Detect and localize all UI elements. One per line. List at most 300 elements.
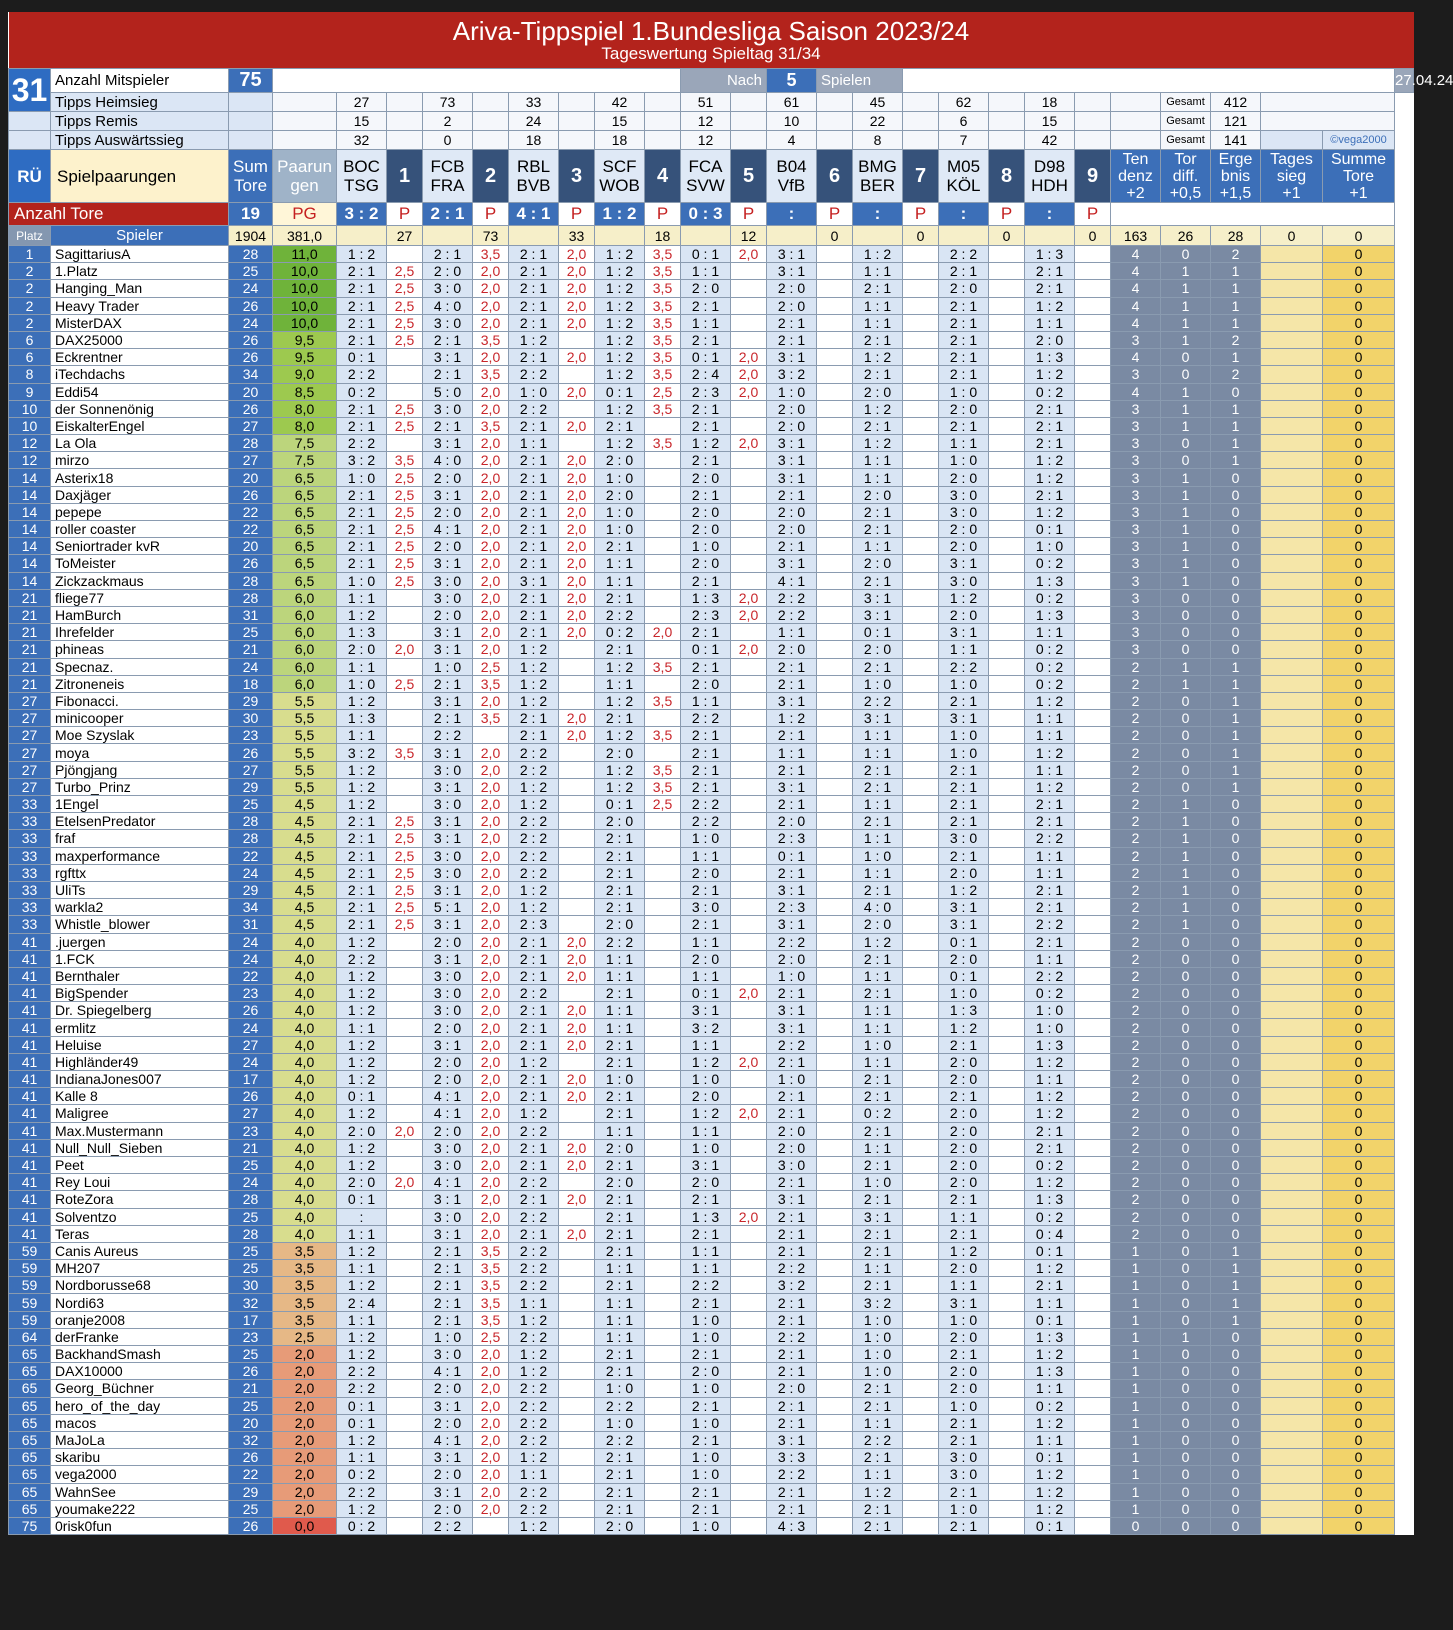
tip-points [903,675,939,692]
tip-score: 3 : 1 [681,1002,731,1019]
player-row [9,417,1414,434]
tip-points [989,1466,1025,1483]
tip-score: 2 : 1 [595,1088,645,1105]
tip-points [645,555,681,572]
tip-score: 2 : 2 [509,1414,559,1431]
tip-score: 2 : 1 [681,727,731,744]
tordiff-value: 1 [1161,297,1211,314]
column-header-row [9,150,1414,203]
player-row [9,1036,1414,1053]
tip-score: 2 : 0 [767,813,817,830]
tip-score: 2 : 1 [681,761,731,778]
tip-score: 2 : 1 [853,1122,903,1139]
blank-cell [903,112,939,131]
tip-points [731,624,767,641]
tip-score: 1 : 1 [337,1449,387,1466]
tip-points [473,1517,509,1534]
tip-points [387,1139,423,1156]
tip-points [989,847,1025,864]
player-row [9,1105,1414,1122]
tip-points [559,1122,595,1139]
player-pg: 6,5 [273,538,337,555]
tip-score: 2 : 2 [337,950,387,967]
tip-points: 2,0 [559,950,595,967]
blank-cell [423,226,473,246]
summe-value: 0 [1323,1328,1395,1345]
tip-points [989,1294,1025,1311]
tip-points: 3,5 [473,1294,509,1311]
tip-points: 3,5 [645,246,681,263]
player-pg: 10,0 [273,263,337,280]
tip-score: 1 : 0 [767,383,817,400]
tip-score: 0 : 1 [595,796,645,813]
tip-score: 0 : 1 [337,1088,387,1105]
tip-points [731,263,767,280]
ergebnis-total: 28 [1211,226,1261,246]
tip-points [731,1397,767,1414]
player-sum-tore: 23 [229,1122,273,1139]
ergebnis-value: 1 [1211,778,1261,795]
tip-score: 2 : 0 [939,1053,989,1070]
tip-score: 3 : 0 [423,1208,473,1225]
tagessieg-value [1261,1483,1323,1500]
tip-points [1075,1105,1111,1122]
blank-cell [1075,93,1111,112]
header-line: Tages [1270,150,1313,168]
tip-points [731,1088,767,1105]
tip-score: 2 : 1 [595,538,645,555]
summe-value: 0 [1323,486,1395,503]
tip-score: 1 : 2 [681,1105,731,1122]
player-row [9,916,1414,933]
tip-score: 3 : 1 [767,778,817,795]
tip-score: 1 : 2 [595,692,645,709]
tip-points [731,727,767,744]
tip-points [731,1156,767,1173]
ergebnis-value: 1 [1211,675,1261,692]
tip-points [645,1294,681,1311]
tip-score: 1 : 2 [1025,469,1075,486]
blank-cell [1261,131,1323,150]
blank-cell [681,226,731,246]
tordiff-value: 0 [1161,366,1211,383]
tip-points [1075,830,1111,847]
tip-points [1075,1191,1111,1208]
tip-score: 2 : 0 [681,950,731,967]
tip-points [645,521,681,538]
tendenz-value: 3 [1111,606,1161,623]
tip-points [989,1156,1025,1173]
blank-cell [989,112,1025,131]
player-pg: 2,0 [273,1449,337,1466]
tip-points [559,1414,595,1431]
tip-points: 2,0 [473,985,509,1002]
tip-score: 1 : 0 [681,1466,731,1483]
tip-score: 3 : 1 [423,1225,473,1242]
tendenz-value: 2 [1111,1071,1161,1088]
tip-score: 2 : 2 [509,1483,559,1500]
tip-score: 1 : 1 [681,933,731,950]
tip-score: 2 : 1 [595,1500,645,1517]
tip-points [645,1208,681,1225]
tip-points [731,1036,767,1053]
game-points-total: 33 [559,226,595,246]
player-pg: 3,5 [273,1242,337,1259]
player-pg: 3,5 [273,1294,337,1311]
summe-value: 0 [1323,1431,1395,1448]
tip-points: 2,0 [473,1346,509,1363]
tip-points [559,1053,595,1070]
blank-cell [1261,93,1395,112]
home-team: FCB [430,157,465,176]
tip-score: 1 : 2 [1025,1053,1075,1070]
tip-score: 2 : 1 [767,1088,817,1105]
tip-score: 2 : 1 [767,538,817,555]
tip-score: 2 : 2 [509,813,559,830]
tip-score: 2 : 1 [509,624,559,641]
tip-points [645,1431,681,1448]
ergebnis-value: 1 [1211,692,1261,709]
tip-points [731,675,767,692]
tip-points [731,1139,767,1156]
tip-points: 2,0 [473,521,509,538]
player-row [9,1414,1414,1431]
ergebnis-value: 0 [1211,383,1261,400]
player-pg: 4,0 [273,967,337,984]
player-rank: 21 [9,606,51,623]
tip-points [1075,280,1111,297]
tip-points [903,744,939,761]
tagessieg-value [1261,521,1323,538]
tip-score: 0 : 2 [1025,1156,1075,1173]
tip-points [903,813,939,830]
blank-cell [903,131,939,150]
tip-points [903,349,939,366]
tip-points: 2,0 [473,899,509,916]
tip-points [817,555,853,572]
tip-points [1075,572,1111,589]
tip-points [1075,1053,1111,1070]
player-rank: 65 [9,1380,51,1397]
gesamt-label: Gesamt [1161,131,1211,150]
player-row [9,383,1414,400]
tip-score: 2 : 2 [853,692,903,709]
tip-points: 2,5 [645,383,681,400]
tip-points [731,1500,767,1517]
tip-points [559,881,595,898]
tip-score: 2 : 1 [767,1483,817,1500]
tip-score: 2 : 1 [939,1225,989,1242]
tip-score: 2 : 0 [595,916,645,933]
player-row [9,658,1414,675]
tendenz-value: 2 [1111,1053,1161,1070]
summe-value: 0 [1323,624,1395,641]
tip-score: 0 : 1 [337,1414,387,1431]
tip-points [817,916,853,933]
tip-points [989,933,1025,950]
tordiff-value: 1 [1161,881,1211,898]
tip-points [903,916,939,933]
player-rank: 33 [9,813,51,830]
player-rank: 65 [9,1500,51,1517]
tip-score: 1 : 2 [595,366,645,383]
tip-score: 2 : 1 [423,1260,473,1277]
tip-points [731,1449,767,1466]
summe-total: 0 [1323,226,1395,246]
tordiff-value: 0 [1161,744,1211,761]
header-line: bnis [1220,167,1251,185]
tip-points: 2,5 [645,796,681,813]
tip-points: 2,0 [473,830,509,847]
result-score: : [939,203,989,226]
tip-score: 2 : 1 [681,400,731,417]
tendenz-value: 2 [1111,761,1161,778]
blank-cell [645,131,681,150]
tip-points: 2,0 [473,349,509,366]
tendenz-value: 1 [1111,1260,1161,1277]
tip-points [989,331,1025,348]
tip-score: 2 : 1 [595,1036,645,1053]
tip-score: 0 : 2 [1025,658,1075,675]
tip-points [989,1208,1025,1225]
tip-score: 2 : 1 [595,1053,645,1070]
tip-points [1075,1517,1111,1534]
tip-points [817,1139,853,1156]
tip-score: 2 : 1 [509,503,559,520]
tip-points [1075,864,1111,881]
tordiff-value: 0 [1161,1053,1211,1070]
player-row [9,1363,1414,1380]
tagessieg-value [1261,778,1323,795]
tagessieg-value [1261,349,1323,366]
tip-points [731,778,767,795]
tip-score: 1 : 1 [337,1019,387,1036]
ergebnis-value: 0 [1211,1397,1261,1414]
tip-points: 2,0 [559,1225,595,1242]
tendenz-value: 3 [1111,400,1161,417]
player-pg: 4,0 [273,1122,337,1139]
tip-score: 0 : 1 [767,847,817,864]
ergebnis-value: 1 [1211,349,1261,366]
tip-points [817,1174,853,1191]
tip-score: 1 : 3 [1025,349,1075,366]
home-team: D98 [1033,157,1066,176]
blank-cell [1261,112,1395,131]
tordiff-value: 0 [1161,1105,1211,1122]
tordiff-value: 1 [1161,400,1211,417]
player-row [9,263,1414,280]
tip-score: 1 : 2 [337,778,387,795]
tip-score: 2 : 1 [681,297,731,314]
tip-score: 1 : 2 [337,1277,387,1294]
tip-score: 2 : 1 [853,521,903,538]
tendenz-value: 2 [1111,1002,1161,1019]
tordiff-value: 1 [1161,658,1211,675]
tendenz-value: 1 [1111,1346,1161,1363]
player-rank: 41 [9,1156,51,1173]
ergebnis-value: 0 [1211,830,1261,847]
tip-score: 1 : 0 [337,572,387,589]
tip-points [645,1156,681,1173]
tip-points [817,1036,853,1053]
tip-points [645,452,681,469]
tip-points [1075,366,1111,383]
player-sum-tore: 25 [229,1260,273,1277]
player-pg: 6,5 [273,555,337,572]
tagessieg-total: 0 [1261,226,1323,246]
tip-points [387,1053,423,1070]
tip-points: 2,0 [473,1036,509,1053]
tip-score: 3 : 0 [423,761,473,778]
tip-score: 2 : 1 [939,847,989,864]
tip-score: 2 : 1 [509,1036,559,1053]
tip-points [731,1294,767,1311]
tip-score: 1 : 1 [337,727,387,744]
player-name: MaJoLa [51,1431,229,1448]
tip-points [903,1191,939,1208]
player-name: phineas [51,641,229,658]
tip-points [645,967,681,984]
tipp-count: 15 [595,112,645,131]
tip-score: 1 : 2 [853,246,903,263]
tip-score: 2 : 1 [939,1036,989,1053]
tip-points: 3,5 [645,692,681,709]
tip-score: 1 : 1 [595,1294,645,1311]
tip-score: 1 : 1 [853,796,903,813]
summe-value: 0 [1323,1225,1395,1242]
summe-value: 0 [1323,864,1395,881]
player-name: MH207 [51,1260,229,1277]
tip-score: 3 : 0 [423,589,473,606]
tip-score: 2 : 0 [939,1071,989,1088]
tip-score: 3 : 2 [853,1294,903,1311]
tip-points [989,1139,1025,1156]
ergebnis-value: 0 [1211,1139,1261,1156]
tip-points [1075,1397,1111,1414]
tip-points [989,297,1025,314]
tagessieg-value [1261,1431,1323,1448]
tip-score: 1 : 0 [853,847,903,864]
tip-score: 1 : 0 [939,1397,989,1414]
tip-score: 2 : 1 [681,778,731,795]
tip-points [903,297,939,314]
tip-points [903,967,939,984]
tip-score: 1 : 2 [337,1346,387,1363]
tip-score: 2 : 2 [767,1466,817,1483]
tip-points [387,1483,423,1500]
tip-score: 1 : 1 [767,744,817,761]
summe-value: 0 [1323,830,1395,847]
tip-score: 1 : 1 [1025,1431,1075,1448]
tip-score: 1 : 2 [337,985,387,1002]
tip-score: 2 : 1 [337,864,387,881]
tip-points [559,1380,595,1397]
tip-score: 2 : 1 [509,246,559,263]
player-sum-tore: 25 [229,624,273,641]
tip-score: 1 : 1 [939,1208,989,1225]
summe-value: 0 [1323,1380,1395,1397]
tip-points: 2,5 [387,830,423,847]
player-pg: 5,5 [273,744,337,761]
tip-points [645,1380,681,1397]
summe-value: 0 [1323,658,1395,675]
tip-points [387,1225,423,1242]
blank-cell [1111,93,1161,112]
tip-score: 2 : 3 [681,383,731,400]
tipp-count: 45 [853,93,903,112]
tip-points [817,1277,853,1294]
tip-score: 1 : 1 [853,727,903,744]
ergebnis-value: 0 [1211,1174,1261,1191]
player-pg: 10,0 [273,280,337,297]
tordiff-value: 0 [1161,1156,1211,1173]
tipp-count: 18 [509,131,559,150]
tip-score: : [337,1208,387,1225]
tendenz-value: 1 [1111,1483,1161,1500]
tip-points [559,1208,595,1225]
blank-cell [903,69,1395,93]
player-name: UliTs [51,881,229,898]
tendenz-value: 3 [1111,469,1161,486]
player-pg: 4,5 [273,864,337,881]
tip-points [1075,1294,1111,1311]
player-name: warkla2 [51,899,229,916]
ergebnis-value: 0 [1211,1328,1261,1345]
tendenz-value: 3 [1111,538,1161,555]
tip-score: 2 : 1 [767,1397,817,1414]
tipp-count: 27 [337,93,387,112]
tip-score: 2 : 1 [1025,417,1075,434]
player-pg: 6,0 [273,589,337,606]
tip-points [903,383,939,400]
away-team: WOB [599,176,640,195]
summe-value: 0 [1323,1036,1395,1053]
tip-points [989,314,1025,331]
tendenz-value: 2 [1111,1225,1161,1242]
tip-score: 3 : 1 [853,589,903,606]
tip-points: 2,0 [731,366,767,383]
tagessieg-value [1261,1294,1323,1311]
tip-points [731,503,767,520]
tip-score: 3 : 0 [939,1466,989,1483]
tip-score: 2 : 1 [767,1363,817,1380]
player-name: DAX10000 [51,1363,229,1380]
tip-score: 2 : 2 [509,1500,559,1517]
tip-score: 1 : 1 [1025,710,1075,727]
tip-points: 2,0 [559,486,595,503]
tip-points [989,1277,1025,1294]
tip-score: 2 : 0 [423,263,473,280]
player-sum-tore: 22 [229,967,273,984]
header-line: +1 [1282,184,1301,202]
tip-points [817,1380,853,1397]
tip-score: 2 : 0 [337,1174,387,1191]
tagessieg-value [1261,280,1323,297]
tip-points [817,933,853,950]
tip-points [387,435,423,452]
tip-score: 2 : 2 [681,710,731,727]
player-name: derFranke [51,1328,229,1345]
tip-score: 0 : 2 [1025,383,1075,400]
header-line: +1,5 [1219,184,1252,202]
tip-score: 1 : 2 [853,933,903,950]
player-row [9,280,1414,297]
player-rank: 33 [9,847,51,864]
tordiff-value: 0 [1161,1431,1211,1448]
tip-points [1075,1449,1111,1466]
summe-value: 0 [1323,1414,1395,1431]
tip-score: 2 : 1 [423,417,473,434]
